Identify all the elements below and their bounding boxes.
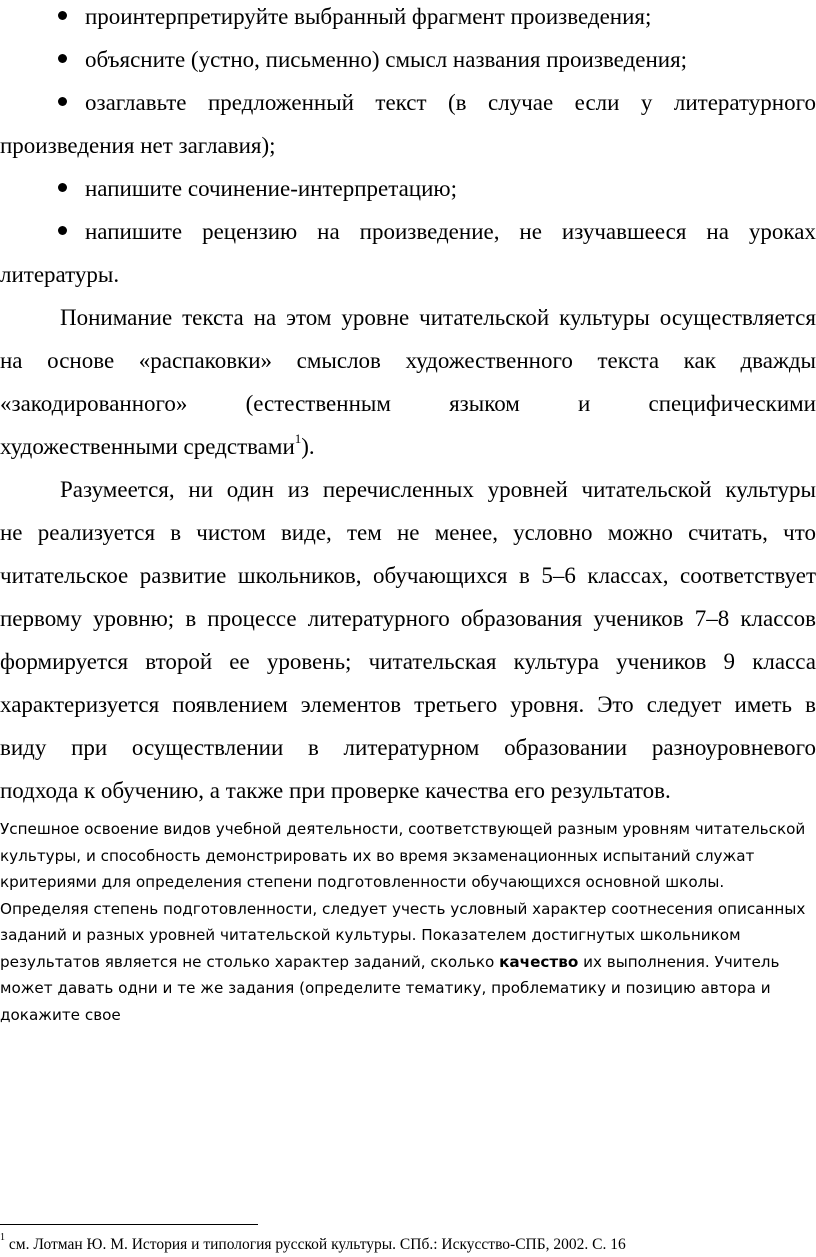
word: 9: [723, 649, 736, 674]
paragraph-line: [0, 692, 816, 718]
footnote-mark: 1: [0, 1231, 5, 1243]
word: уровню;: [92, 606, 175, 631]
justified-line: [85, 219, 816, 245]
word: образовании: [504, 735, 628, 760]
footnote-ref: 1: [294, 431, 302, 447]
word: формируется: [0, 649, 129, 674]
word: текст: [375, 90, 427, 115]
justified-line: [60, 305, 816, 331]
word: классах,: [587, 563, 669, 588]
word: озаглавьте: [85, 90, 187, 115]
word: появлением: [172, 692, 288, 717]
paragraph-line: [0, 431, 315, 460]
paragraph-text: ).: [301, 434, 315, 459]
word: Разумеется,: [60, 477, 175, 502]
paragraph-line: [0, 520, 816, 546]
justified-line: [0, 606, 816, 632]
word: «закодированного»: [0, 391, 188, 416]
word: 7–8: [694, 606, 730, 631]
sans-line: культуры, и способность демонстрировать их во время экзаменационных испытаний служат: [0, 846, 755, 865]
bullet-item: [58, 219, 816, 245]
word: виде,: [280, 520, 332, 545]
word: «распаковки»: [138, 348, 273, 373]
word: на: [253, 305, 277, 330]
word: можно: [607, 520, 673, 545]
bullet-item: [58, 4, 816, 30]
paragraph-line: [0, 563, 816, 589]
word: культуры: [725, 477, 816, 502]
word: что: [783, 520, 816, 545]
word: перечисленных: [322, 477, 474, 502]
bullet-text-continued: литературы.: [0, 262, 120, 287]
word: (естественным: [245, 391, 391, 416]
bullet-text-continued: произведения нет заглавия);: [0, 133, 276, 158]
paragraph-text: художественными средствами: [0, 434, 295, 459]
word: школьников,: [237, 563, 362, 588]
justified-line: [85, 90, 816, 116]
word: класса: [752, 649, 816, 674]
paragraph-line: [0, 391, 816, 417]
word: уровень;: [266, 649, 352, 674]
word: предложенный: [207, 90, 354, 115]
word: смыслов: [296, 348, 381, 373]
word: условно: [513, 520, 593, 545]
word: культура: [513, 649, 599, 674]
word: читательской: [419, 305, 550, 330]
word: следует: [646, 692, 722, 717]
bullet-icon: [58, 54, 67, 63]
sans-text: их выполнения. Учитель: [578, 952, 780, 971]
justified-line: [0, 692, 816, 718]
word: в: [185, 606, 197, 631]
word: развитие: [139, 563, 227, 588]
word: чистом: [196, 520, 266, 545]
word: текста: [597, 348, 660, 373]
word: в: [805, 692, 816, 717]
word: первому: [0, 606, 82, 631]
word: второй: [145, 649, 213, 674]
word: один: [226, 477, 274, 502]
word: при: [71, 735, 108, 760]
sans-line: критериями для определения степени подготовленности обучающихся основной школы.: [0, 873, 725, 891]
word: как: [683, 348, 716, 373]
sans-line: Определяя степень подготовленности, следует учесть условный характер соотнесения описанных: [0, 899, 806, 918]
justified-line: [0, 735, 816, 761]
word: процессе: [207, 606, 297, 631]
bullet-item: [58, 176, 816, 202]
word: литературного: [307, 606, 450, 631]
word: ее: [229, 649, 250, 674]
word: третьего: [414, 692, 498, 717]
paragraph-line: [60, 305, 816, 331]
paragraph-line: [60, 477, 816, 503]
word: виду: [0, 735, 47, 760]
word: и: [578, 391, 591, 416]
word: иметь: [734, 692, 793, 717]
word: специфическими: [648, 391, 816, 416]
word: читательское: [0, 563, 129, 588]
word: уроках: [748, 219, 816, 244]
bullet-icon: [58, 11, 67, 20]
word: если: [574, 90, 620, 115]
bullet-text: [85, 219, 816, 245]
word: не: [519, 219, 542, 244]
word: разноуровневого: [651, 735, 816, 760]
word: на: [317, 219, 340, 244]
paragraph-line: [0, 735, 816, 761]
word: классов: [740, 606, 816, 631]
bullet-text: [85, 90, 816, 116]
paragraph-line: [0, 348, 816, 374]
sans-line: докажите свое: [0, 1005, 121, 1024]
word: в: [307, 735, 319, 760]
word: дважды: [740, 348, 816, 373]
bullet-text: напишите сочинение-интерпретацию;: [85, 176, 457, 201]
word: не: [0, 520, 23, 545]
bullet-icon: [58, 183, 67, 192]
word: читательской: [581, 477, 712, 502]
sans-line: [0, 949, 816, 976]
word: в: [518, 563, 530, 588]
word: художественного: [405, 348, 573, 373]
sans-line: может давать одни и те же задания (определите тематику, проблематику и позицию автора и: [0, 979, 771, 997]
justified-line: [0, 391, 816, 417]
word: характеризуется: [0, 692, 160, 717]
word: Понимание: [60, 305, 173, 330]
footnote: [0, 1231, 626, 1254]
word: не: [396, 520, 420, 545]
word: осуществляется: [659, 305, 816, 330]
word: ни: [188, 477, 214, 502]
word: на: [706, 219, 729, 244]
footnote-text: см. Лотман Ю. М. История и типология русской культуры. СПб.: Искусство-СПБ, 2002. С. 16: [5, 1236, 626, 1253]
word: случае: [488, 90, 554, 115]
word: в: [170, 520, 182, 545]
word: рецензию: [202, 219, 298, 244]
word: культуры: [559, 305, 650, 330]
word: языком: [449, 391, 520, 416]
word: из: [287, 477, 310, 502]
sans-text: результатов является не столько характер заданий, сколько: [0, 952, 500, 971]
word: обучающихся: [373, 563, 508, 588]
word: напишите: [85, 219, 183, 244]
word: читательская: [368, 649, 497, 674]
sans-line: заданий и разных уровней читательской культуры. Показателем достигнутых школьником: [0, 926, 741, 944]
word: литературном: [343, 735, 480, 760]
word: тем: [346, 520, 382, 545]
justified-line: [0, 563, 816, 589]
bullet-icon: [58, 97, 67, 106]
word: образования: [460, 606, 583, 631]
bullet-text: проинтерпретируйте выбранный фрагмент произведения;: [85, 4, 652, 29]
justified-line: [0, 649, 816, 675]
bullet-item: [58, 47, 816, 73]
word: соответствует: [679, 563, 816, 588]
word: менее,: [434, 520, 498, 545]
word: элементов: [300, 692, 402, 717]
word: реализуется: [37, 520, 156, 545]
bullet-icon: [58, 226, 67, 235]
word: 5–6: [541, 563, 576, 588]
word: текста: [182, 305, 244, 330]
sans-line: Успешное освоение видов учебной деятельности, соответствующей разным уровням читательской: [0, 820, 806, 838]
sans-bold-text: качество: [499, 952, 579, 971]
justified-line: [0, 348, 816, 374]
justified-line: [0, 520, 816, 546]
word: считать,: [688, 520, 768, 545]
paragraph-line: [0, 649, 816, 675]
word: уровне: [341, 305, 410, 330]
word: основе: [47, 348, 115, 373]
paragraph-line: подхода к обучению, а также при проверке качества его результатов.: [0, 778, 671, 803]
word: произведение,: [359, 219, 500, 244]
word: осуществлении: [131, 735, 284, 760]
footnote-divider: [0, 1224, 258, 1225]
word: у: [640, 90, 653, 115]
paragraph-line: [0, 606, 816, 632]
word: уровней: [487, 477, 568, 502]
word: изучавшееся: [561, 219, 687, 244]
word: на: [0, 348, 23, 373]
word: Это: [597, 692, 634, 717]
bullet-item: [58, 90, 816, 116]
word: учеников: [593, 606, 684, 631]
word: (в: [448, 90, 467, 115]
justified-line: [60, 477, 816, 503]
word: литературного: [673, 90, 816, 115]
word: учеников: [616, 649, 707, 674]
bullet-text: объясните (устно, письменно) смысл названия произведения;: [85, 47, 688, 72]
word: этом: [286, 305, 332, 330]
word: уровня.: [510, 692, 585, 717]
